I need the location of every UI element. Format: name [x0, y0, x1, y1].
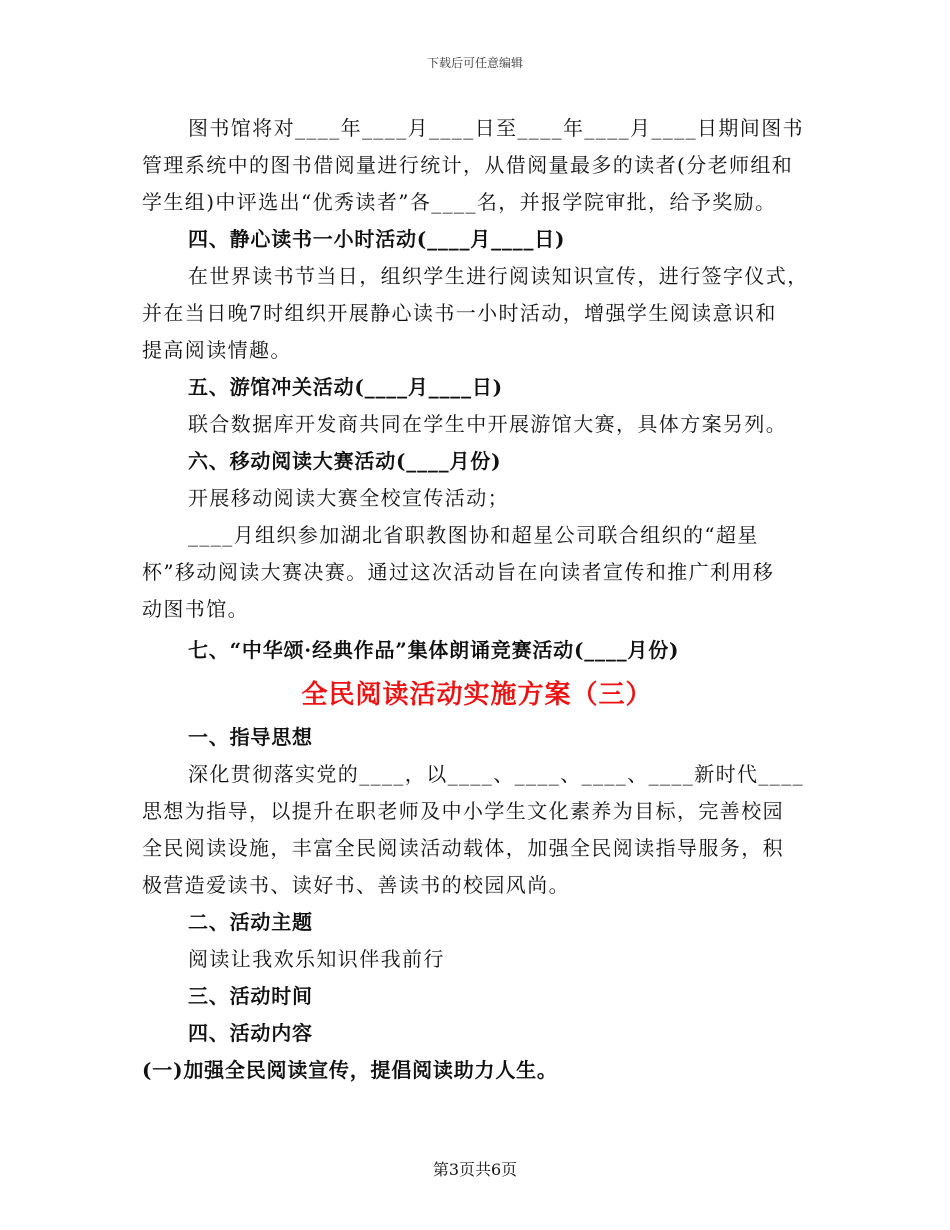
- paragraph-line: 思想为指导，以提升在职老师及中小学生文化素养为目标，完善校园: [142, 799, 784, 823]
- paragraph-line: 管理系统中的图书借阅量进行统计，从借阅量最多的读者(分老师组和: [142, 153, 794, 177]
- paragraph: [142, 756, 812, 904]
- paragraph: [142, 258, 812, 369]
- paragraph: [142, 110, 812, 221]
- section-heading: (一)加强全民阅读宣传，提倡阅读助力人生。: [142, 1058, 558, 1082]
- paragraph-line: 动图书馆。: [142, 597, 249, 621]
- paragraph-line: 提高阅读情趣。: [142, 338, 292, 362]
- paragraph: [142, 517, 812, 628]
- paragraph-line: 阅读让我欢乐知识伴我前行: [188, 947, 445, 971]
- paragraph: [142, 941, 812, 978]
- paragraph-line: 深化贯彻落实党的____，以____、____、____、____新时代____: [188, 762, 804, 786]
- paragraph-line: 杯”移动阅读大赛决赛。通过这次活动旨在向读者宣传和推广利用移: [142, 560, 775, 584]
- paragraph-line: 全民阅读设施，丰富全民阅读活动载体，加强全民阅读指导服务，积: [142, 836, 784, 860]
- paragraph-line: 图书馆将对____年____月____日至____年____月____日期间图书: [188, 116, 804, 140]
- section-heading: 三、活动时间: [188, 984, 313, 1008]
- paragraph: [142, 406, 812, 443]
- paragraph-line: 学生组)中评选出“优秀读者”各____名，并报学院审批，给予奖励。: [142, 190, 777, 214]
- paragraph-line: ____月组织参加湖北省职教图协和超星公司联合组织的“超星: [188, 523, 759, 547]
- section-heading: 一、指导思想: [188, 725, 313, 749]
- section-heading: 二、活动主题: [188, 910, 313, 934]
- page-header: 下载后可任意编辑: [426, 56, 523, 70]
- section-heading: 五、游馆冲关活动(____月____日): [188, 375, 503, 399]
- page-footer: 第3页共6页: [432, 1160, 518, 1179]
- section-heading: 四、活动内容: [188, 1021, 313, 1045]
- section-heading: 四、静心读书一小时活动(____月____日): [188, 227, 566, 251]
- paragraph-line: 开展移动阅读大赛全校宣传活动；: [188, 486, 509, 510]
- paragraph-line: 并在当日晚7时组织开展静心读书一小时活动，增强学生阅读意识和: [142, 301, 777, 325]
- paragraph-line: 联合数据库开发商共同在学生中开展游馆大赛，具体方案另列。: [188, 412, 788, 436]
- paragraph: [142, 480, 812, 517]
- section-title: 全民阅读活动实施方案（三）: [301, 680, 653, 710]
- document-body: [142, 110, 812, 1089]
- section-heading: 六、移动阅读大赛活动(____月份): [188, 449, 502, 473]
- section-heading: 七、“中华颂·经典作品”集体朗诵竞赛活动(____月份): [188, 638, 680, 662]
- paragraph-line: 在世界读书节当日，组织学生进行阅读知识宣传，进行签字仪式，: [188, 264, 809, 288]
- paragraph-line: 极营造爱读书、读好书、善读书的校园风尚。: [142, 873, 570, 897]
